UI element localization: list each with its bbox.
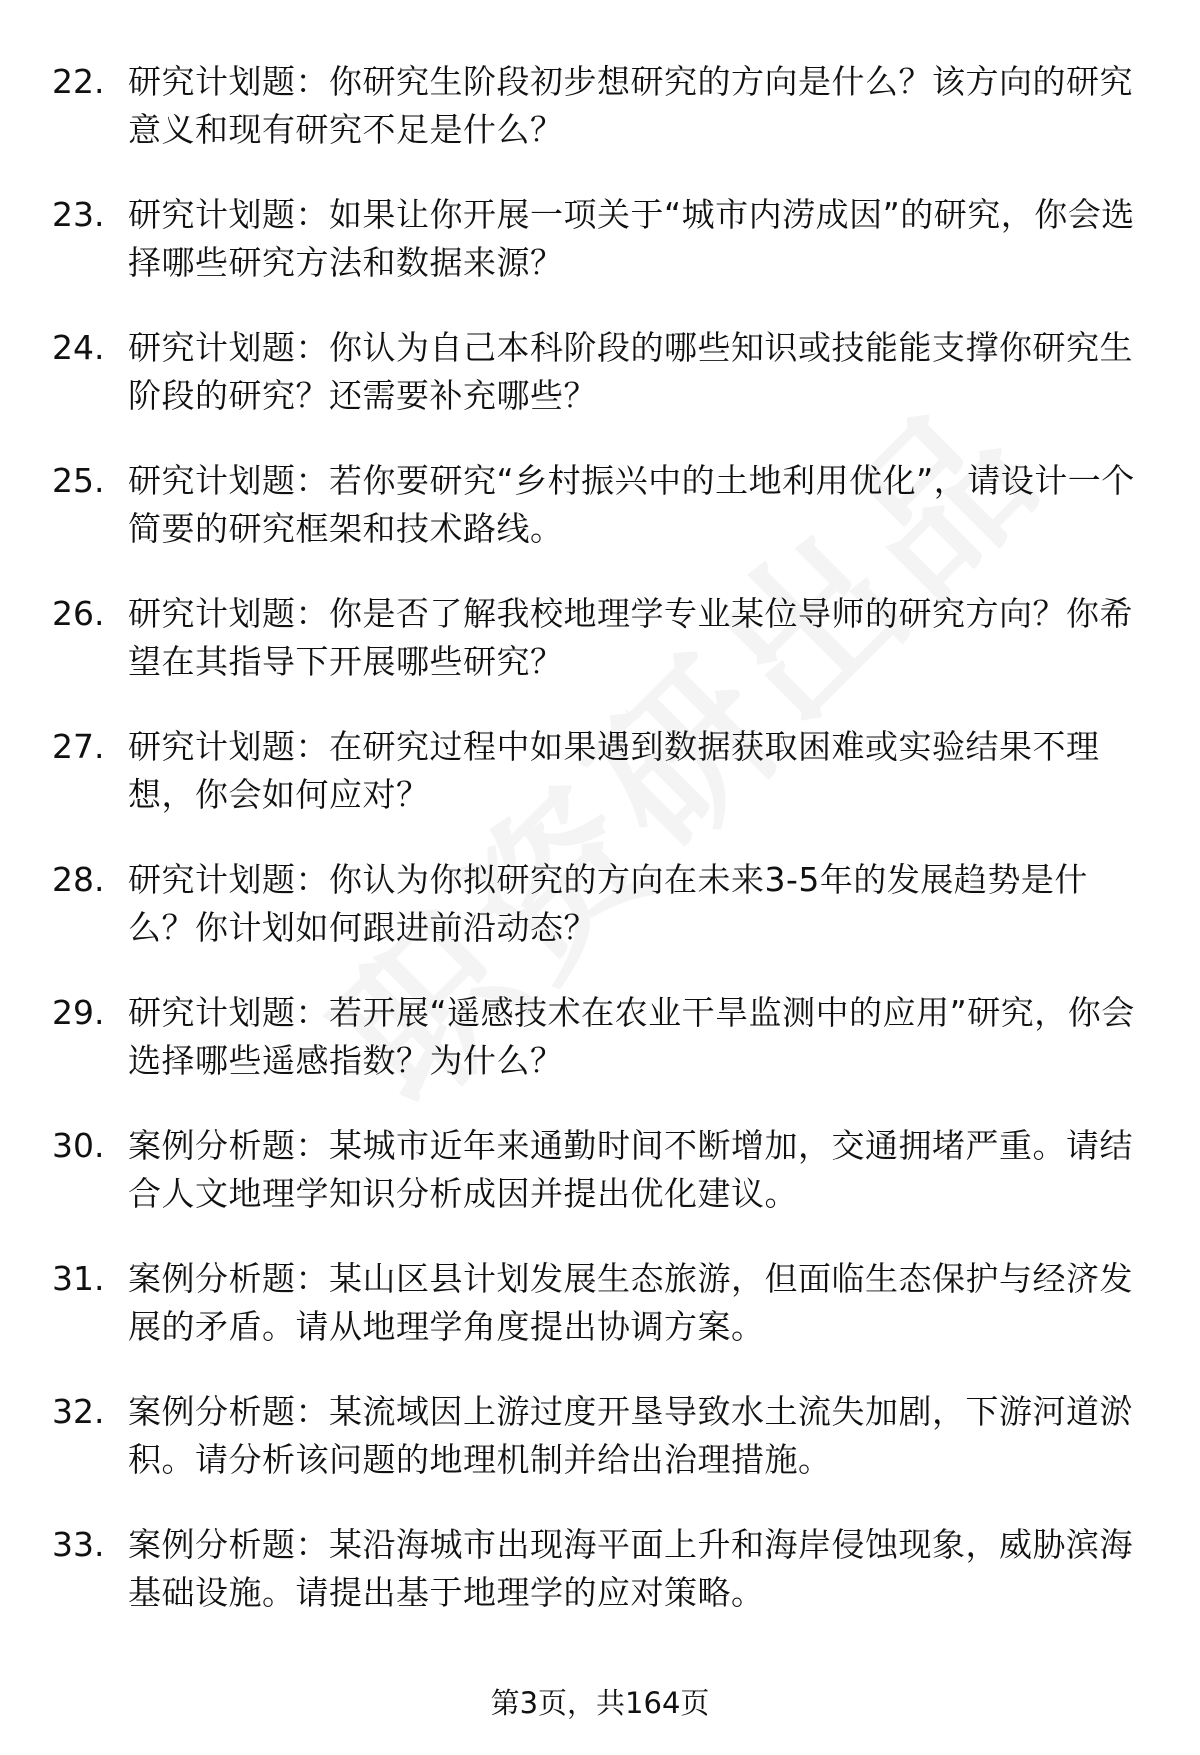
question-text: 案例分析题：某城市近年来通勤时间不断增加，交通拥堵严重。请结合人文地理学知识分析成因并提出优化建议。 [128,1126,1133,1213]
question-number: 28. [52,860,105,899]
question-text: 研究计划题：你研究生阶段初步想研究的方向是什么？该方向的研究意义和现有研究不足是什么？ [128,62,1133,149]
question-item [0,191,1200,324]
question-number: 33. [52,1525,105,1564]
question-item [0,58,1200,191]
question-number: 27. [52,727,105,766]
question-item [0,1122,1200,1255]
question-item [0,324,1200,457]
question-text: 案例分析题：某山区县计划发展生态旅游，但面临生态保护与经济发展的矛盾。请从地理学角度提出协调方案。 [128,1259,1133,1346]
question-item [0,1388,1200,1521]
question-text: 研究计划题：若开展“遥感技术在农业干旱监测中的应用”研究，你会选择哪些遥感指数？为什么？ [128,993,1135,1080]
question-text: 研究计划题：若你要研究“乡村振兴中的土地利用优化”，请设计一个简要的研究框架和技术路线。 [128,461,1135,548]
question-text: 研究计划题：你是否了解我校地理学专业某位导师的研究方向？你希望在其指导下开展哪些研究？ [128,594,1133,681]
question-text: 研究计划题：如果让你开展一项关于“城市内涝成因”的研究，你会选择哪些研究方法和数据来源？ [128,195,1135,282]
question-number: 32. [52,1392,105,1431]
question-item [0,856,1200,989]
question-text: 案例分析题：某沿海城市出现海平面上升和海岸侵蚀现象，威胁滨海基础设施。请提出基于地理学的应对策略。 [128,1525,1133,1612]
question-list [0,58,1200,1654]
question-item [0,723,1200,856]
question-item [0,1521,1200,1654]
question-text: 研究计划题：你认为你拟研究的方向在未来3-5年的发展趋势是什么？你计划如何跟进前沿动态？ [128,860,1088,947]
question-number: 30. [52,1126,105,1165]
question-text: 研究计划题：在研究过程中如果遇到数据获取困难或实验结果不理想，你会如何应对？ [128,727,1100,814]
question-number: 26. [52,594,105,633]
page-footer [0,1683,1200,1723]
question-item [0,1255,1200,1388]
question-number: 31. [52,1259,105,1298]
question-number: 25. [52,461,105,500]
question-text: 案例分析题：某流域因上游过度开垦导致水土流失加剧，下游河道淤积。请分析该问题的地理机制并给出治理措施。 [128,1392,1133,1479]
question-number: 24. [52,328,105,367]
question-item [0,457,1200,590]
page-number-label: 第3页，共164页 [490,1686,710,1720]
question-text: 研究计划题：你认为自己本科阶段的哪些知识或技能能支撑你研究生阶段的研究？还需要补充哪些？ [128,328,1133,415]
question-number: 22. [52,62,105,101]
question-number: 23. [52,195,105,234]
question-item [0,989,1200,1122]
question-number: 29. [52,993,105,1032]
question-item [0,590,1200,723]
